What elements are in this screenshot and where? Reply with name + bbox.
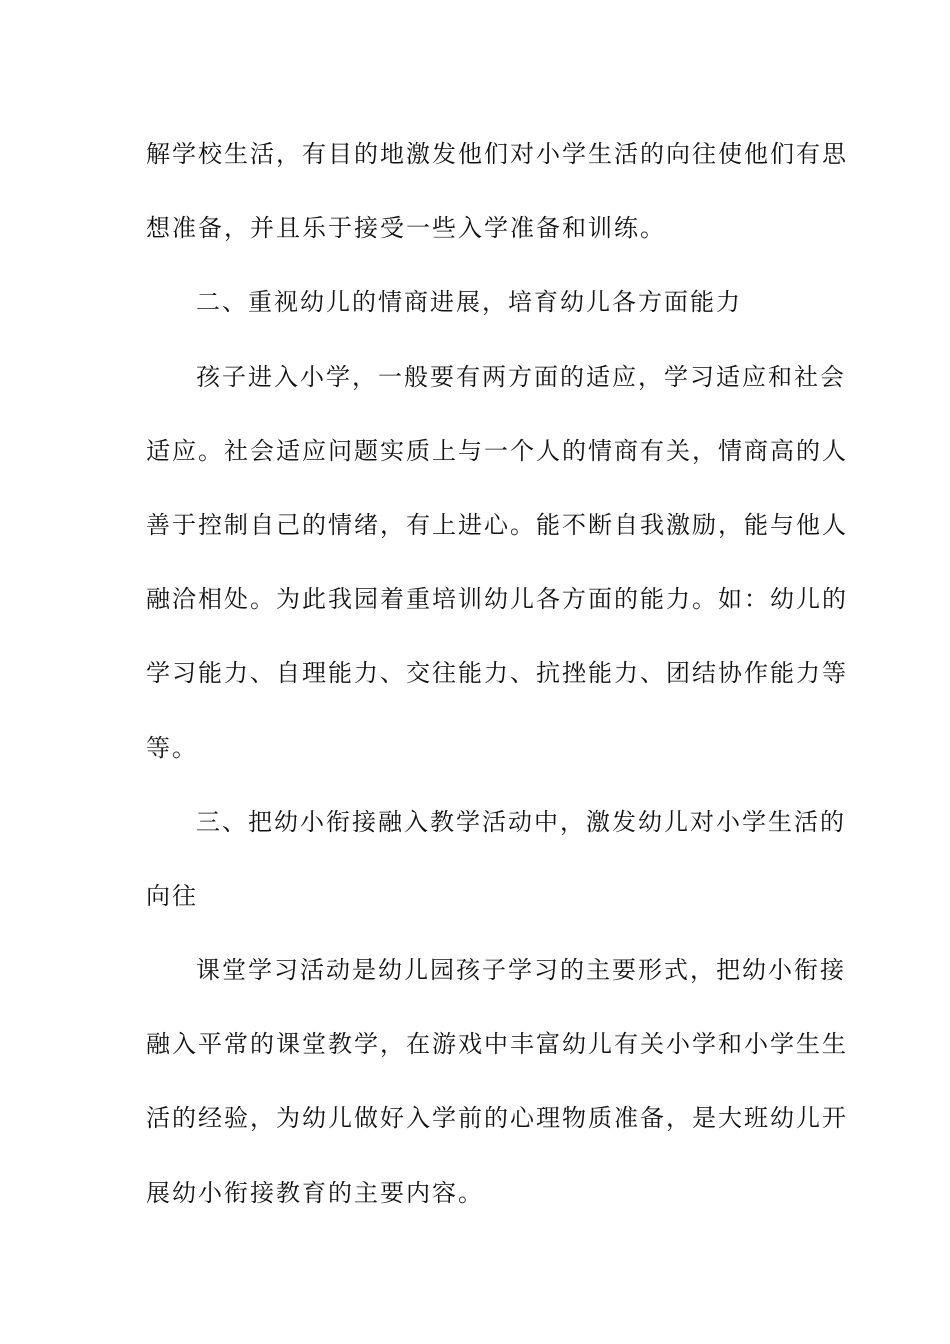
text-line: 融入平常的课堂教学，在游戏中丰富幼儿有关小学和小学生生: [146, 1030, 848, 1059]
text-line: 展幼小衔接教育的主要内容。: [146, 1178, 484, 1207]
text-line: 融洽相处。为此我园着重培训幼儿各方面的能力。如：幼儿的: [146, 585, 848, 614]
text-line: 善于控制自己的情绪，有上进心。能不断自我激励，能与他人: [146, 510, 848, 539]
text-line: 等。: [146, 733, 198, 762]
text-line: 解学校生活，有目的地激发他们对小学生活的向往使他们有思: [146, 140, 848, 168]
text-line: 活的经验，为幼儿做好入学前的心理物质准备，是大班幼儿开: [146, 1104, 848, 1133]
section-heading-3: 三、把幼小衔接融入教学活动中，激发幼儿对小学生活的: [196, 807, 846, 836]
text-line: 学习能力、自理能力、交往能力、抗挫能力、团结协作能力等: [146, 659, 848, 688]
text-line: 孩子进入小学，一般要有两方面的适应，学习适应和社会: [196, 362, 846, 391]
text-line: 课堂学习活动是幼儿园孩子学习的主要形式，把幼小衔接: [196, 956, 846, 985]
section-heading-3-continued: 向往: [146, 881, 198, 910]
text-line: 想准备，并且乐于接受一些入学准备和训练。: [146, 214, 666, 243]
text-line: 适应。社会适应问题实质上与一个人的情商有关，情商高的人: [146, 436, 848, 465]
section-heading-2: 二、重视幼儿的情商进展，培育幼儿各方面能力: [196, 288, 742, 317]
body-text: [146, 130, 848, 1243]
